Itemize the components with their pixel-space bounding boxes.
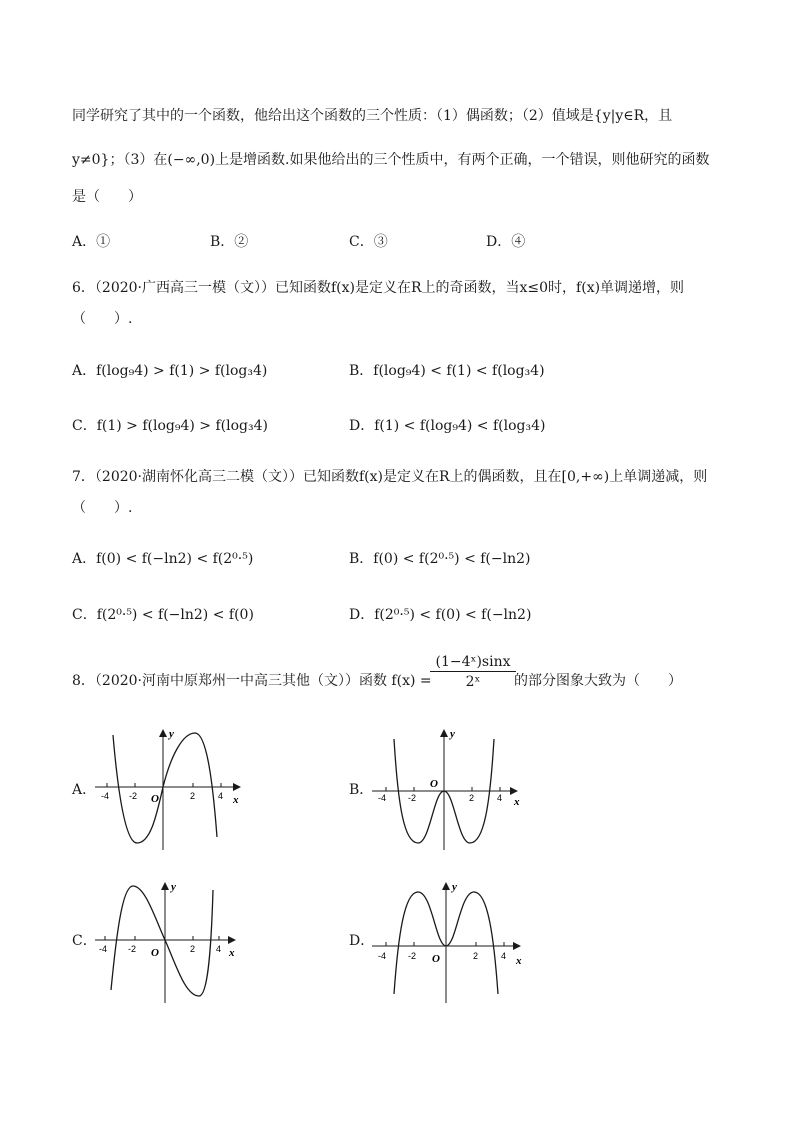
graph-option-c-label[interactable]: C．: [72, 933, 97, 949]
y-axis-label: y: [171, 881, 176, 893]
q8-numerator: (1−4ˣ)sinx: [435, 654, 511, 670]
q6-option-c[interactable]: C．f(1) > f(log₉4) > f(log₃4): [72, 418, 268, 434]
q6-text-line-2: （ ）.: [72, 311, 133, 327]
origin-label: O: [432, 953, 440, 965]
q7-option-d[interactable]: D．f(2⁰·⁵) < f(0) < f(−ln2): [349, 607, 532, 623]
q6-option-a[interactable]: A．f(log₉4) > f(1) > f(log₃4): [72, 363, 268, 379]
q6-option-d[interactable]: D．f(1) < f(log₉4) < f(log₃4): [349, 418, 546, 434]
x-axis-label: x: [233, 794, 239, 806]
q5-text-line-3: 是（ ）: [72, 189, 142, 205]
q5-option-b[interactable]: B．②: [210, 234, 249, 250]
tick-label: -4: [378, 951, 387, 961]
tick-label: -2: [129, 791, 138, 801]
graph-option-a[interactable]: [95, 725, 255, 855]
graph-option-d-label[interactable]: D．: [349, 933, 375, 949]
q7-option-b[interactable]: B．f(0) < f(2⁰·⁵) < f(−ln2): [349, 551, 531, 567]
q7-option-c[interactable]: C．f(2⁰·⁵) < f(−ln2) < f(0): [72, 607, 254, 623]
q5-text-line-1: 同学研究了其中的一个函数，他给出这个函数的三个性质：（1）偶函数；（2）值域是{y|y∈R，且: [72, 108, 673, 124]
graph-option-d[interactable]: [372, 878, 532, 1008]
tick-label: 4: [218, 791, 224, 801]
tick-label: 4: [497, 793, 503, 803]
q7-text-line-1: 7．（2020·湖南怀化高三二模（文））已知函数f(x)是定义在R上的偶函数，且在[0,+∞)上单调递减，则: [72, 469, 708, 485]
origin-label: O: [151, 793, 159, 805]
tick-label: 4: [501, 951, 507, 961]
tick-label: -4: [378, 793, 387, 803]
q5-option-c[interactable]: C．③: [349, 234, 388, 250]
y-axis-label: y: [169, 728, 174, 740]
x-axis-label: x: [516, 955, 522, 967]
graph-option-c[interactable]: [95, 878, 255, 1008]
x-axis-label: x: [229, 947, 235, 959]
q8-text-prefix: 8．（2020·河南中原郑州一中高三其他（文））函数 f(x) =: [72, 673, 432, 689]
q8-fraction: [428, 654, 518, 690]
tick-label: 4: [216, 944, 222, 954]
q7-text-line-2: （ ）.: [72, 500, 133, 516]
graph-option-b-label[interactable]: B．: [349, 782, 374, 798]
q5-option-d[interactable]: D．④: [486, 234, 526, 250]
q6-text-line-1: 6．（2020·广西高三一模（文））已知函数f(x)是定义在R上的奇函数，当x≤0时，f(x)单调递增，则: [72, 280, 685, 296]
tick-label: -2: [408, 793, 417, 803]
origin-label: O: [151, 947, 159, 959]
graph-option-a-label[interactable]: A．: [72, 782, 97, 798]
q8-denominator: 2ˣ: [465, 674, 481, 690]
curve: [111, 886, 213, 996]
tick-label: 2: [190, 791, 196, 801]
tick-label: 2: [190, 944, 196, 954]
origin-label: O: [430, 778, 438, 790]
q8-text-suffix: 的部分图象大致为（ ）: [514, 673, 682, 689]
tick-label: -4: [101, 791, 110, 801]
curve: [113, 733, 217, 843]
tick-label: -2: [128, 944, 137, 954]
q6-option-b[interactable]: B．f(log₉4) < f(1) < f(log₃4): [349, 363, 545, 379]
y-axis-label: y: [452, 881, 457, 893]
graph-option-b[interactable]: [372, 725, 532, 855]
q5-option-a[interactable]: A．①: [72, 234, 111, 250]
tick-label: 2: [469, 793, 475, 803]
x-axis-label: x: [514, 796, 520, 808]
y-axis-label: y: [450, 728, 455, 740]
tick-label: -4: [99, 944, 108, 954]
q5-text-line-2: y≠0}；（3）在(−∞,0)上是增函数.如果他给出的三个性质中，有两个正确，一个错误，则他研究的函数: [72, 152, 710, 168]
tick-label: -2: [408, 951, 417, 961]
tick-label: 2: [473, 951, 479, 961]
q7-option-a[interactable]: A．f(0) < f(−ln2) < f(2⁰·⁵): [72, 551, 254, 567]
